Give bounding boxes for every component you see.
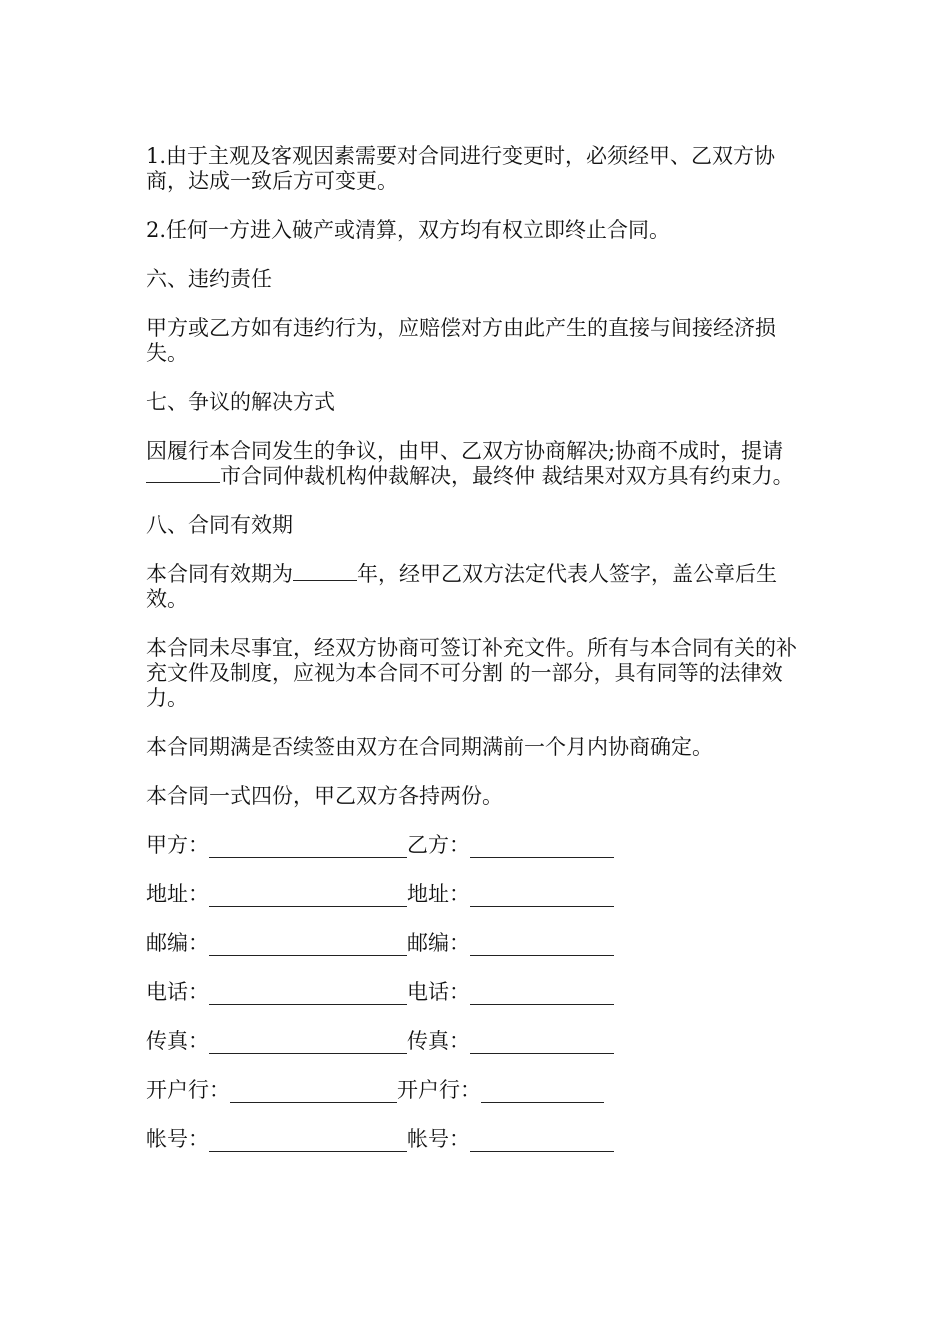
party-a-label: 甲方：: [146, 833, 209, 857]
section-heading-8: 八、合同有效期: [146, 513, 293, 537]
years-blank: [293, 562, 357, 581]
clause-7-text-before: 因履行本合同发生的争议，由甲、乙双方协商解决;协商不成时，提请: [146, 439, 784, 463]
signature-row-account: [146, 1127, 810, 1152]
phone-b-line: [470, 984, 614, 1005]
city-blank: [146, 464, 220, 483]
section-heading-7: 七、争议的解决方式: [146, 390, 335, 414]
clause-5-2: 2.任何一方进入破产或清算，双方均有权立即终止合同。: [146, 218, 671, 242]
signature-row-address: [146, 882, 810, 907]
account-a-line: [209, 1131, 407, 1152]
address-a-label: 地址：: [146, 882, 209, 906]
phone-b-label: 电话：: [407, 980, 470, 1004]
bank-b-line: [481, 1082, 604, 1103]
signature-row-party: [146, 833, 810, 858]
signature-row-bank: [146, 1078, 810, 1103]
fax-b-label: 传真：: [407, 1029, 470, 1053]
clause-5-1: 1.由于主观及客观因素需要对合同进行变更时，必须经甲、乙双方协商，达成一致后方可变更。: [146, 144, 776, 193]
clause-8c: 本合同期满是否续签由双方在合同期满前一个月内协商确定。: [146, 735, 713, 759]
clause-8b: 本合同未尽事宜，经双方协商可签订补充文件。所有与本合同有关的补充文件及制度，应视为本合同不可分割 的一部分，具有同等的法律效力。: [146, 636, 797, 710]
phone-a-line: [209, 984, 407, 1005]
bank-a-label: 开户行：: [146, 1078, 230, 1102]
clause-8-text-before: 本合同有效期为: [146, 562, 293, 586]
clause-7-text-after: 市合同仲裁机构仲裁解决，最终仲 裁结果对双方具有约束力。: [220, 464, 794, 488]
address-b-label: 地址：: [407, 882, 470, 906]
party-a-line: [209, 837, 407, 858]
clause-8: [146, 562, 810, 612]
clause-6: 甲方或乙方如有违约行为，应赔偿对方由此产生的直接与间接经济损失。: [146, 316, 776, 365]
phone-a-label: 电话：: [146, 980, 209, 1004]
bank-b-label: 开户行：: [397, 1078, 481, 1102]
account-b-line: [470, 1131, 614, 1152]
clause-7: [146, 439, 810, 489]
account-b-label: 帐号：: [407, 1127, 470, 1151]
party-b-line: [470, 837, 614, 858]
postcode-b-line: [470, 935, 614, 956]
clause-8-text-after: 年，经甲乙双方法定代表人签字，盖公章后生效。: [146, 562, 777, 611]
postcode-b-label: 邮编：: [407, 931, 470, 955]
account-a-label: 帐号：: [146, 1127, 209, 1151]
address-b-line: [470, 886, 614, 907]
section-heading-6: 六、违约责任: [146, 267, 272, 291]
signature-block: [146, 833, 810, 1152]
postcode-a-label: 邮编：: [146, 931, 209, 955]
signature-row-postcode: [146, 931, 810, 956]
fax-a-label: 传真：: [146, 1029, 209, 1053]
bank-a-line: [230, 1082, 397, 1103]
clause-8d: 本合同一式四份，甲乙双方各持两份。: [146, 784, 503, 808]
signature-row-fax: [146, 1029, 810, 1054]
party-b-label: 乙方：: [407, 833, 470, 857]
signature-row-phone: [146, 980, 810, 1005]
fax-b-line: [470, 1033, 614, 1054]
fax-a-line: [209, 1033, 407, 1054]
address-a-line: [209, 886, 407, 907]
postcode-a-line: [209, 935, 407, 956]
